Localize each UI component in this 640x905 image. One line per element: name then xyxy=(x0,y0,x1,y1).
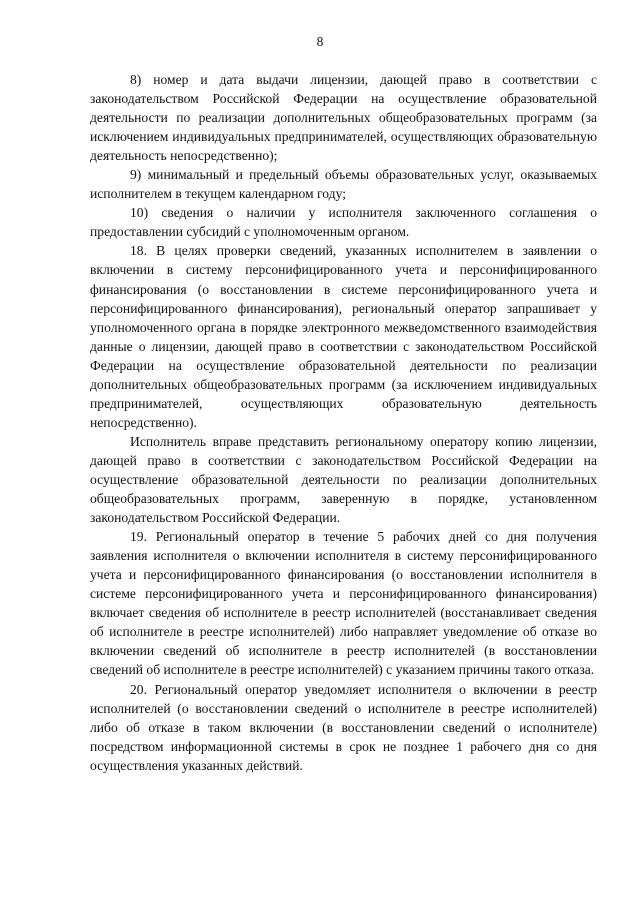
document-body xyxy=(90,70,597,775)
page-number: 8 xyxy=(316,34,324,49)
paragraph-item-8: 8) номер и дата выдачи лицензии, дающей право в соответствии с законодательством Российской Федерации на осуществление образовательной деятельности по реализации дополнительных общеобразовательных программ (за исключением индивидуальных предпринимателей, осуществляющих образовательную деятельность непосредственно); xyxy=(90,72,597,164)
paragraph-item-10: 10) сведения о наличии у исполнителя заключенного соглашения о предоставлении субсидий с уполномоченным органом. xyxy=(90,205,597,240)
paragraph-clause-19: 19. Региональный оператор в течение 5 рабочих дней со дня получения заявления исполнителя о включении исполнителя в систему персонифицированного учета и персонифицированного финансирования (о восстановлении исполнителя в системе персонифицированного учета и персонифицированного финансирования) включает сведения об исполнителе в реестр исполнителей (восстанавливает сведения об исполнителе в реестре исполнителей) либо направляет уведомление об отказе во включении сведений об исполнителе в реестр исполнителей (в восстановлении сведений об исполнителе в реестре исполнителей) с указанием причины такого отказа. xyxy=(90,529,597,678)
paragraph-item-9: 9) минимальный и предельный объемы образовательных услуг, оказываемых исполнителем в текущем календарном году; xyxy=(90,167,597,202)
paragraph-clause-18-license-copy: Исполнитель вправе представить региональному оператору копию лицензии, дающей право в соответствии с законодательством Российской Федерации на осуществление образовательной деятельности по реализации дополнительных общеобразовательных программ, заверенную в порядке, установленном законодательством Российской Федерации. xyxy=(90,433,597,526)
paragraph-clause-20: 20. Региональный оператор уведомляет исполнителя о включении в реестр исполнителей (о восстановлении сведений о исполнителе в реестре исполнителей) либо об отказе в таком включении (в восстановлении сведений о исполнителе) посредством информационной системы в срок не позднее 1 рабочего дня со дня осуществления указанных действий. xyxy=(90,681,597,773)
paragraph-clause-18: 18. В целях проверки сведений, указанных исполнителем в заявлении о включении в систему персонифицированного учета и персонифицированного финансирования (о восстановлении в системе персонифицированного учета и персонифицированного финансирования), региональный оператор запрашивает у уполномоченного органа в порядке электронного межведомственного взаимодействия данные о лицензии, дающей право в соответствии с законодательством Российской Федерации на осуществление образовательной деятельности по реализации дополнительных общеобразовательных программ (за исключением индивидуальных предпринимателей, осуществляющих образовательную деятельность непосредственно). xyxy=(90,243,597,430)
